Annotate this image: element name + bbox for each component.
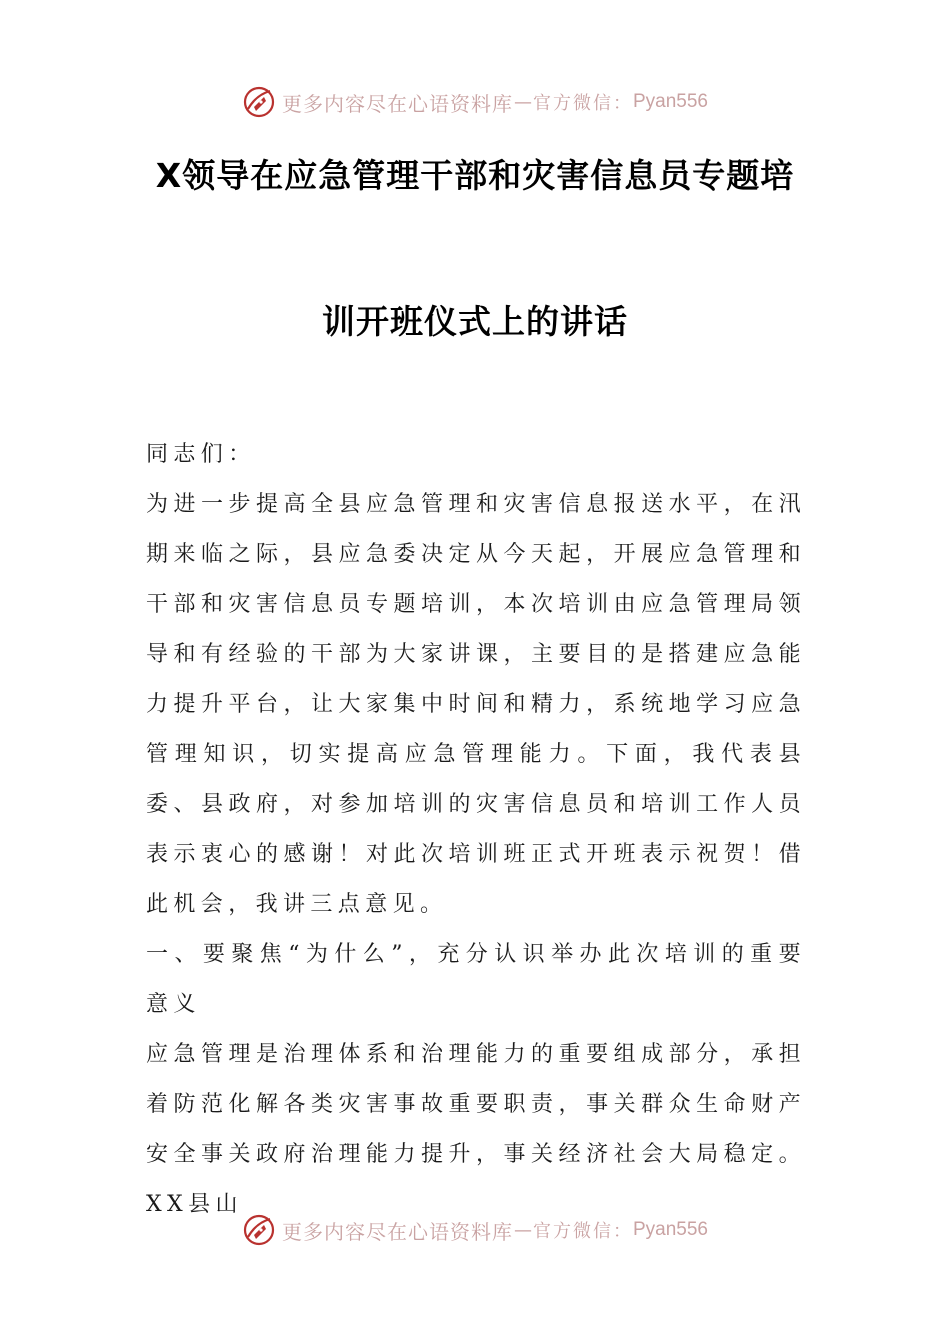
watermark-brand: 更多内容尽在心语资料库: [281, 1219, 513, 1244]
watermark-separator: —: [513, 91, 532, 113]
pen-nib-logo-icon: [242, 1213, 276, 1247]
document-title-line-1: X领导在应急管理干部和灾害信息员专题培: [155, 156, 795, 195]
watermark-footer: [0, 1210, 950, 1250]
watermark-wechat-label: 官方微信：: [532, 93, 633, 114]
document-body: [146, 430, 806, 1230]
pen-nib-logo-icon: [242, 85, 276, 119]
watermark-header: [0, 82, 950, 122]
salutation: 同志们：: [146, 442, 256, 467]
watermark-wechat-label: 官方微信：: [532, 1221, 633, 1242]
intro-paragraph: 为进一步提高全县应急管理和灾害信息报送水平，在汛期来临之际，县应急委决定从今天起，开展应急管理和干部和灾害信息员专题培训，本次培训由应急管理局领导和有经验的干部为大家讲课，主要目的是搭建应急能力提升平台，让大家集中时间和精力，系统地学习应急管理知识，切实提高应急管理能力。下面，我代表县委、县政府，对参加培训的灾害信息员和培训工作人员表示衷心的感谢！对此次培训班正式开班表示祝贺！借此机会，我讲三点意见。: [146, 492, 806, 917]
watermark-wechat-id: Pyan556: [632, 91, 708, 112]
section-1-paragraph: 应急管理是治理体系和治理能力的重要组成部分，承担着防范化解各类灾害事故重要职责，事关群众生命财产安全事关政府治理能力提升，事关经济社会大局稳定。XX县山: [146, 1042, 806, 1217]
document-title-line-2: 训开班仪式上的讲话: [322, 302, 628, 341]
watermark-separator: —: [513, 1219, 532, 1241]
section-heading-1: 一、要聚焦“为什么”，充分认识举办此次培训的重要意义: [146, 942, 806, 1017]
watermark-wechat-id: Pyan556: [632, 1219, 708, 1240]
watermark-brand: 更多内容尽在心语资料库: [281, 91, 513, 116]
